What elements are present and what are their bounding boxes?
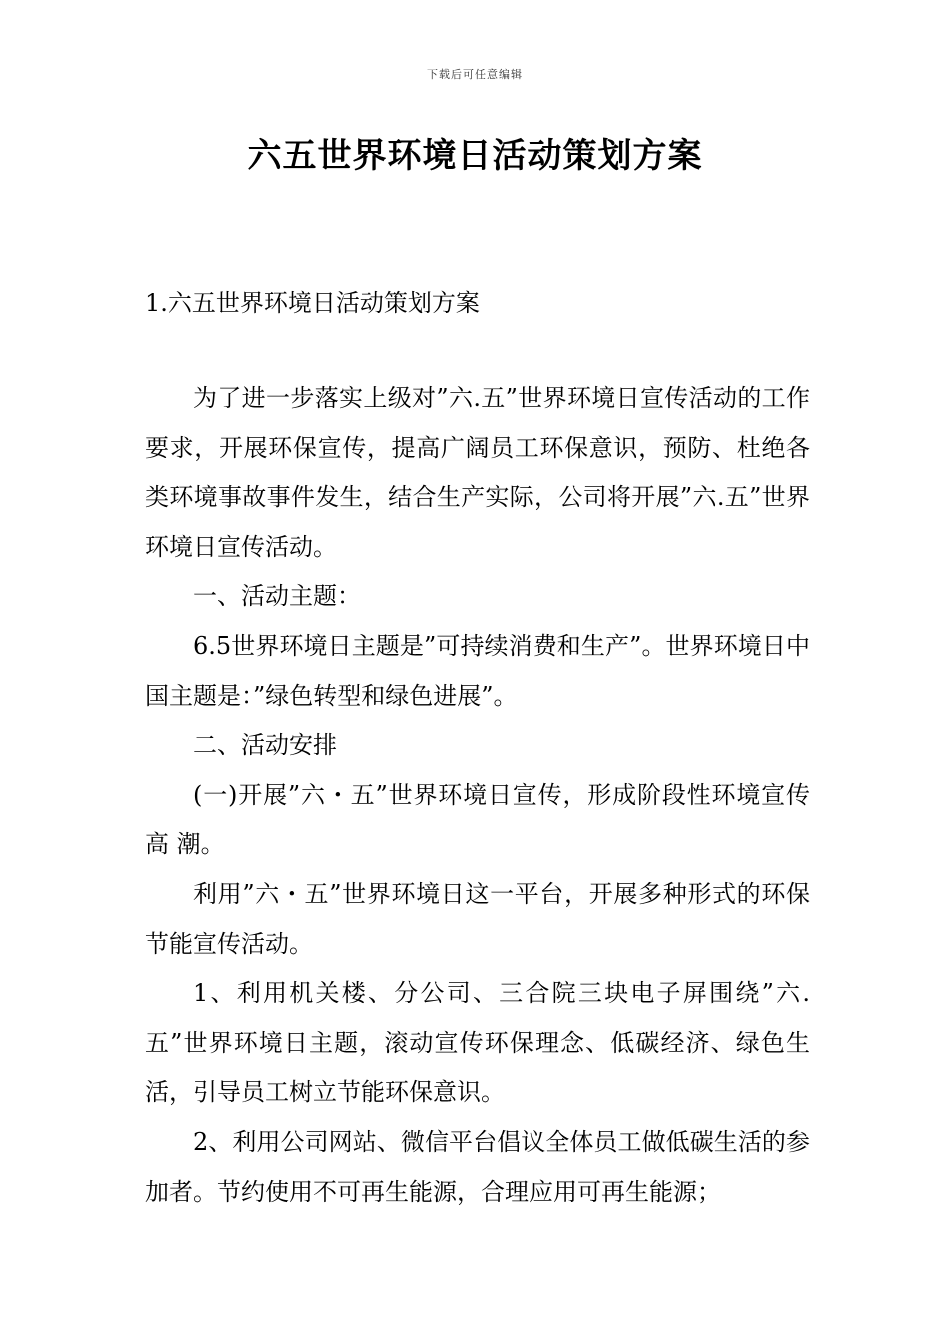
paragraph: 1、利用机关楼、分公司、三合院三块电子屏围绕”六.五”世界环境日主题，滚动宣传环保理念、低碳经济、绿色生活，引导员工树立节能环保意识。 <box>145 979 810 1107</box>
document-title: 六五世界环境日活动策划方案 <box>247 136 703 176</box>
document-body <box>145 374 810 1217</box>
paragraph: 6.5世界环境日主题是”可持续消费和生产”。世界环境日中国主题是：”绿色转型和绿色进展”。 <box>145 631 810 710</box>
header-note: 下载后可任意编辑 <box>427 68 523 81</box>
paragraph: 利用”六・五”世界环境日这一平台，开展多种形式的环保节能宣传活动。 <box>145 879 810 958</box>
paragraph: (一)开展”六・五”世界环境日宣传，形成阶段性环境宣传高 潮。 <box>145 780 810 859</box>
paragraph: 二、活动安排 <box>193 731 337 760</box>
paragraph: 为了进一步落实上级对”六.五”世界环境日宣传活动的工作要求，开展环保宣传，提高广阔员工环保意识，预防、杜绝各类环境事故事件发生，结合生产实际，公司将开展”六.五”世界环境日宣传活动。 <box>145 384 810 561</box>
paragraph: 2、利用公司网站、微信平台倡议全体员工做低碳生活的参加者。节约使用不可再生能源，合理应用可再生能源； <box>145 1127 810 1206</box>
paragraph: 一、活动主题： <box>193 582 361 611</box>
section-heading: 1.六五世界环境日活动策划方案 <box>145 289 480 317</box>
